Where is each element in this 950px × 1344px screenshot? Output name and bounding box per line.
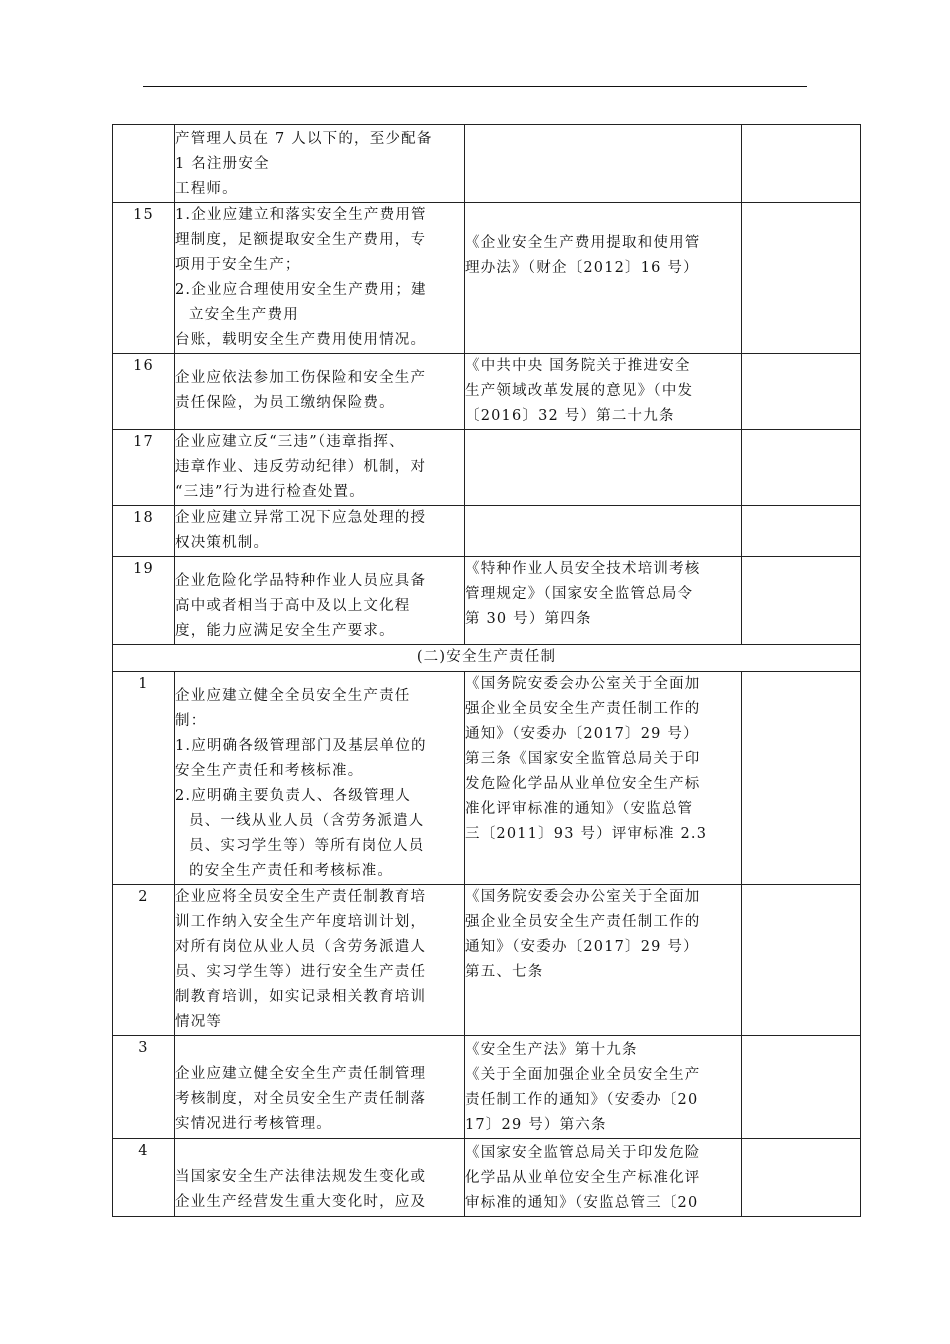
row-number: 4 — [113, 1139, 175, 1217]
requirement-line: 企业应建立健全全员安全生产责任 — [175, 688, 411, 704]
basis-cell — [465, 1139, 742, 1217]
requirement-line: 对所有岗位从业人员（含劳务派遣人 — [175, 939, 427, 955]
table-row — [113, 203, 861, 354]
table-row — [113, 1139, 861, 1217]
table-row — [113, 430, 861, 506]
requirement-line: 员、实习学生等）等所有岗位人员 — [189, 838, 425, 854]
row-number: 2 — [113, 885, 175, 1036]
requirement-cell — [175, 885, 465, 1036]
requirement-line: 立安全生产费用 — [189, 307, 299, 323]
requirement-line: 工程师。 — [175, 181, 238, 197]
basis-line: 第五、七条 — [465, 964, 544, 980]
requirement-line: 理制度，足额提取安全生产费用，专 — [175, 232, 427, 248]
basis-line: 通知》（安委办〔2017〕29 号） — [465, 726, 699, 742]
basis-cell — [465, 430, 742, 506]
requirement-line: 2.企业应合理使用安全生产费用；建 — [175, 282, 427, 298]
remark-cell — [742, 557, 861, 645]
requirement-line: 企业应建立健全安全生产责任制管理 — [175, 1066, 427, 1082]
section-header-row — [113, 645, 861, 672]
row-number: 18 — [113, 506, 175, 557]
row-number — [113, 125, 175, 203]
basis-line: 理办法》（财企〔2012〕16 号） — [465, 260, 699, 276]
requirement-line: 违章作业、违反劳动纪律）机制，对 — [175, 459, 427, 475]
remark-cell — [742, 430, 861, 506]
row-number: 16 — [113, 354, 175, 430]
basis-cell — [465, 1036, 742, 1139]
remark-cell — [742, 1139, 861, 1217]
row-number: 15 — [113, 203, 175, 354]
table-row — [113, 885, 861, 1036]
basis-line: 化学品从业单位安全生产标准化评 — [465, 1170, 701, 1186]
requirement-cell — [175, 672, 465, 885]
requirement-line: 员、一线从业人员（含劳务派遣人 — [189, 813, 425, 829]
requirement-line: 2.应明确主要负责人、各级管理人 — [175, 788, 412, 804]
requirement-line: 企业应建立异常工况下应急处理的授 — [175, 510, 427, 526]
requirement-cell — [175, 1036, 465, 1139]
requirement-line: 台账，载明安全生产费用使用情况。 — [175, 332, 427, 348]
requirement-line: 制： — [175, 713, 207, 729]
requirement-cell — [175, 557, 465, 645]
requirement-cell — [175, 354, 465, 430]
table-row — [113, 1036, 861, 1139]
row-number: 19 — [113, 557, 175, 645]
requirement-line: 安全生产责任和考核标准。 — [175, 763, 364, 779]
table-row — [113, 506, 861, 557]
basis-line: 《关于全面加强企业全员安全生产 — [465, 1067, 701, 1083]
basis-line: 责任制工作的通知》（安委办〔20 — [465, 1092, 699, 1108]
requirement-line: 企业应将全员安全生产责任制教育培 — [175, 889, 427, 905]
basis-line: 第 30 号）第四条 — [465, 611, 592, 627]
requirement-line: “三违”行为进行检查处置。 — [175, 484, 365, 500]
remark-cell — [742, 506, 861, 557]
requirement-cell — [175, 125, 465, 203]
requirement-cell — [175, 203, 465, 354]
requirement-line: 1.企业应建立和落实安全生产费用管 — [175, 207, 427, 223]
row-number: 17 — [113, 430, 175, 506]
basis-line: 《国务院安委会办公室关于全面加 — [465, 889, 701, 905]
row-number: 1 — [113, 672, 175, 885]
basis-line: 《国家安全监管总局关于印发危险 — [465, 1145, 701, 1161]
requirement-cell — [175, 1139, 465, 1217]
requirement-line: 企业生产经营发生重大变化时，应及 — [175, 1194, 427, 1210]
basis-line: 《中共中央 国务院关于推进安全 — [465, 358, 691, 374]
row-number: 3 — [113, 1036, 175, 1139]
requirement-line: 企业危险化学品特种作业人员应具备 — [175, 573, 427, 589]
requirement-line: 员、实习学生等）进行安全生产责任 — [175, 964, 427, 980]
requirement-cell — [175, 506, 465, 557]
table-row — [113, 557, 861, 645]
basis-line: 〔2016〕32 号）第二十九条 — [465, 408, 675, 424]
requirement-line: 1.应明确各级管理部门及基层单位的 — [175, 738, 427, 754]
requirement-line: 的安全生产责任和考核标准。 — [189, 863, 394, 879]
basis-line: 审标准的通知》（安监总管三〔20 — [465, 1195, 699, 1211]
requirement-line: 企业应依法参加工伤保险和安全生产 — [175, 370, 427, 386]
requirement-line: 情况等 — [175, 1014, 223, 1030]
requirement-line: 制教育培训，如实记录相关教育培训 — [175, 989, 427, 1005]
requirement-line: 1 名注册安全 — [175, 156, 270, 172]
requirement-line: 项用于安全生产； — [175, 257, 301, 273]
basis-line: 强企业全员安全生产责任制工作的 — [465, 914, 701, 930]
remark-cell — [742, 1036, 861, 1139]
basis-cell — [465, 125, 742, 203]
remark-cell — [742, 354, 861, 430]
basis-cell — [465, 557, 742, 645]
remark-cell — [742, 125, 861, 203]
requirement-line: 训工作纳入安全生产年度培训计划， — [175, 914, 427, 930]
basis-line: 通知》（安委办〔2017〕29 号） — [465, 939, 699, 955]
basis-line: 《特种作业人员安全技术培训考核 — [465, 561, 701, 577]
requirement-line: 实情况进行考核管理。 — [175, 1116, 332, 1132]
table-row — [113, 354, 861, 430]
requirement-cell — [175, 430, 465, 506]
basis-line: 生产领域改革发展的意见》（中发 — [465, 383, 694, 399]
requirement-line: 度，能力应满足安全生产要求。 — [175, 623, 395, 639]
basis-cell — [465, 885, 742, 1036]
basis-cell — [465, 354, 742, 430]
section-title: (二)安全生产责任制 — [113, 645, 861, 672]
requirement-line: 企业应建立反“三违”（违章指挥、 — [175, 434, 405, 450]
requirement-line: 高中或者相当于高中及以上文化程 — [175, 598, 411, 614]
basis-cell — [465, 506, 742, 557]
remark-cell — [742, 672, 861, 885]
basis-line: 准化评审标准的通知》（安监总管 — [465, 801, 694, 817]
basis-line: 《安全生产法》第十九条 — [465, 1042, 638, 1058]
requirement-line: 当国家安全生产法律法规发生变化或 — [175, 1169, 427, 1185]
basis-line: 强企业全员安全生产责任制工作的 — [465, 701, 701, 717]
requirement-line: 产管理人员在 7 人以下的，至少配备 — [175, 131, 433, 147]
requirement-line: 权决策机制。 — [175, 535, 270, 551]
checklist-table — [112, 124, 861, 1217]
requirement-line: 考核制度，对全员安全生产责任制落 — [175, 1091, 427, 1107]
remark-cell — [742, 885, 861, 1036]
basis-cell — [465, 672, 742, 885]
basis-line: 《国务院安委会办公室关于全面加 — [465, 676, 701, 692]
basis-line: 发危险化学品从业单位安全生产标 — [465, 776, 701, 792]
requirement-line: 责任保险，为员工缴纳保险费。 — [175, 395, 395, 411]
basis-line: 第三条《国家安全监管总局关于印 — [465, 751, 701, 767]
basis-line: 管理规定》（国家安全监管总局令 — [465, 586, 694, 602]
header-rule — [143, 86, 807, 87]
table-row — [113, 672, 861, 885]
remark-cell — [742, 203, 861, 354]
basis-cell — [465, 203, 742, 354]
basis-line: 《企业安全生产费用提取和使用管 — [465, 235, 701, 251]
table-row — [113, 125, 861, 203]
basis-line: 三〔2011〕93 号）评审标准 2.3 — [465, 826, 708, 842]
basis-line: 17〕29 号）第六条 — [465, 1117, 607, 1133]
